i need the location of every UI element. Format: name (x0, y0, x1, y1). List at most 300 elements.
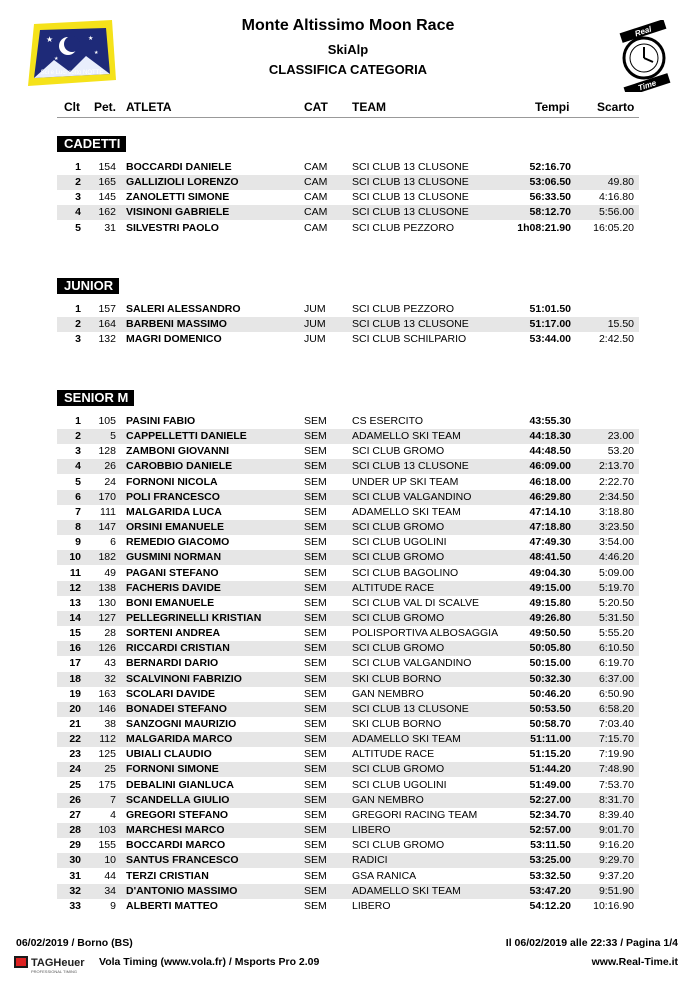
bib-cell: 154 (98, 161, 116, 173)
category-cell: SEM (304, 536, 327, 549)
bib-cell: 145 (98, 191, 116, 204)
team-cell: SCI CLUB PEZZORO (352, 303, 455, 315)
svg-text:★: ★ (94, 50, 99, 56)
athlete-cell: BONADEI STEFANO (126, 702, 227, 715)
team-cell: GSA RANICA (352, 869, 417, 882)
category-cell: SEM (304, 672, 327, 685)
team-cell: SCI CLUB UGOLINI (352, 536, 447, 549)
category-cell: SEM (304, 793, 327, 806)
col-header-cat: CAT (304, 100, 328, 114)
team-cell: SCI CLUB GROMO (352, 551, 445, 564)
time-cell: 46:18.00 (529, 475, 571, 488)
rank-cell: 24 (69, 763, 81, 776)
table-row (57, 205, 639, 220)
gap-cell: 7:15.70 (598, 733, 634, 746)
athlete-cell: MALGARIDA LUCA (126, 505, 222, 518)
rank-cell: 10 (69, 551, 81, 564)
time-cell: 51:01.50 (529, 303, 571, 315)
svg-text:Time: Time (636, 78, 658, 92)
athlete-cell: DEBALINI GIANLUCA (126, 778, 234, 791)
gap-cell: 15.50 (607, 318, 634, 331)
time-cell: 47:49.30 (529, 536, 571, 549)
time-cell: 53:06.50 (529, 176, 571, 189)
team-cell: SCI CLUB VAL DI SCALVE (352, 596, 480, 609)
athlete-cell: BERNARDI DARIO (126, 657, 219, 670)
bib-cell: 38 (104, 718, 116, 730)
bib-cell: 146 (98, 702, 116, 715)
gap-cell: 3:54.00 (598, 536, 634, 549)
time-cell: 51:49.00 (529, 778, 571, 791)
athlete-cell: BOCCARDI DANIELE (126, 161, 232, 173)
table-row (57, 762, 639, 777)
category-cell: JUM (304, 303, 326, 315)
category-cell: SEM (304, 551, 327, 564)
time-cell: 53:47.20 (529, 884, 571, 897)
rank-cell: 17 (69, 657, 81, 670)
table-row (57, 793, 639, 808)
time-cell: 53:11.50 (530, 839, 571, 852)
rank-cell: 11 (69, 566, 81, 579)
category-cell: SEM (304, 430, 327, 443)
category-cell: SEM (304, 415, 327, 427)
bib-cell: 31 (104, 221, 116, 234)
bib-cell: 132 (98, 333, 116, 346)
bib-cell: 103 (98, 824, 116, 837)
bib-cell: 44 (104, 869, 116, 882)
bib-cell: 32 (104, 672, 116, 685)
athlete-cell: SCALVINONI FABRIZIO (126, 672, 242, 685)
category-cell: CAM (304, 191, 328, 204)
category-cell: SEM (304, 884, 327, 897)
gap-cell: 3:18.80 (598, 505, 634, 518)
team-cell: GAN NEMBRO (352, 793, 424, 806)
gap-cell: 6:10.50 (598, 642, 634, 655)
bib-cell: 9 (110, 899, 116, 912)
rank-cell: 29 (69, 839, 81, 852)
rank-cell: 3 (75, 191, 81, 204)
bib-cell: 138 (98, 581, 116, 594)
table-row (57, 317, 639, 332)
time-cell: 58:12.70 (529, 206, 571, 219)
table-row (57, 702, 639, 717)
bib-cell: 24 (104, 475, 116, 488)
category-cell: SEM (304, 475, 327, 488)
gap-cell: 6:58.20 (598, 702, 634, 715)
time-cell: 50:05.80 (529, 642, 571, 655)
bib-cell: 127 (98, 611, 116, 624)
rank-cell: 25 (69, 778, 81, 791)
rank-cell: 31 (69, 869, 81, 882)
bib-cell: 5 (110, 430, 116, 443)
col-header-atleta: ATLETA (126, 100, 172, 114)
footer-date-location: 06/02/2019 / Borno (BS) (16, 937, 133, 949)
table-row (57, 687, 639, 702)
team-cell: ADAMELLO SKI TEAM (352, 430, 461, 443)
table-row (57, 221, 639, 236)
athlete-cell: BONI EMANUELE (126, 596, 215, 609)
time-cell: 44:18.30 (529, 430, 571, 443)
table-row (57, 717, 639, 732)
rank-cell: 14 (69, 611, 81, 624)
time-cell: 50:46.20 (529, 687, 571, 700)
table-row (57, 747, 639, 762)
team-cell: ADAMELLO SKI TEAM (352, 733, 461, 746)
col-header-pet: Pet. (94, 100, 117, 114)
header-divider (57, 117, 639, 118)
team-cell: ALTITUDE RACE (352, 581, 435, 594)
athlete-cell: PAGANI STEFANO (126, 566, 219, 579)
table-row (57, 672, 639, 687)
table-row (57, 190, 639, 205)
time-cell: 49:50.50 (529, 627, 571, 640)
category-cell: SEM (304, 657, 327, 670)
gap-cell: 4:46.20 (598, 551, 634, 564)
category-cell: SEM (304, 839, 327, 852)
category-cell: SEM (304, 566, 327, 579)
gap-cell: 5:20.50 (598, 596, 634, 609)
time-cell: 52:16.70 (529, 161, 571, 173)
gap-cell: 9:01.70 (598, 824, 634, 837)
rank-cell: 1 (75, 415, 81, 427)
team-cell: RADICI (352, 854, 388, 867)
gap-cell: 6:50.90 (598, 687, 634, 700)
col-header-scarto: Scarto (597, 100, 635, 114)
category-cell: SEM (304, 854, 327, 867)
table-row (57, 490, 639, 505)
table-row (57, 596, 639, 611)
time-cell: 44:48.50 (529, 445, 571, 458)
category-cell: SEM (304, 778, 327, 791)
team-cell: SCI CLUB VALGANDINO (352, 657, 472, 670)
table-row (57, 838, 639, 853)
table-row (57, 823, 639, 838)
category-cell: CAM (304, 221, 328, 234)
athlete-cell: GUSMINI NORMAN (126, 551, 222, 564)
category-cell: SEM (304, 521, 327, 534)
table-row (57, 302, 639, 317)
team-cell: SCI CLUB 13 CLUSONE (352, 161, 469, 173)
team-cell: GAN NEMBRO (352, 687, 424, 700)
table-row (57, 808, 639, 823)
footer-website-link[interactable]: www.Real-Time.it (591, 956, 678, 968)
gap-cell: 5:56.00 (598, 206, 634, 219)
table-row (57, 475, 639, 490)
athlete-cell: ZAMBONI GIOVANNI (126, 445, 230, 458)
team-cell: SCI CLUB 13 CLUSONE (352, 191, 469, 204)
svg-text:★: ★ (88, 36, 94, 42)
time-cell: 51:17.00 (529, 318, 571, 331)
category-cell: SEM (304, 733, 327, 746)
category-cell: SEM (304, 445, 327, 458)
team-cell: UNDER UP SKI TEAM (352, 475, 459, 488)
rank-cell: 15 (69, 627, 81, 640)
table-row (57, 160, 639, 175)
gap-cell: 7:19.90 (598, 748, 634, 761)
gap-cell: 3:23.50 (598, 521, 634, 534)
time-cell: 52:34.70 (529, 808, 571, 821)
category-cell: SEM (304, 763, 327, 776)
bib-cell: 163 (98, 687, 116, 700)
table-row (57, 884, 639, 899)
time-cell: 49:15.80 (529, 596, 571, 609)
team-cell: SCI CLUB SCHILPARIO (352, 333, 467, 346)
category-label: JUNIOR (57, 278, 119, 294)
bib-cell: 130 (98, 596, 116, 609)
rank-cell: 2 (75, 176, 81, 189)
table-row (57, 429, 639, 444)
table-row (57, 535, 639, 550)
time-cell: 54:12.20 (529, 899, 571, 912)
athlete-cell: D'ANTONIO MASSIMO (126, 884, 238, 897)
gap-cell: 8:31.70 (598, 793, 634, 806)
category-cell: SEM (304, 490, 327, 503)
team-cell: SCI CLUB 13 CLUSONE (352, 206, 469, 219)
athlete-cell: PASINI FABIO (126, 415, 196, 427)
bib-cell: 34 (104, 884, 116, 897)
team-cell: ADAMELLO SKI TEAM (352, 884, 461, 897)
gap-cell: 6:19.70 (598, 657, 634, 670)
rank-cell: 4 (75, 206, 81, 219)
athlete-cell: TERZI CRISTIAN (126, 869, 209, 882)
time-cell: 49:26.80 (529, 611, 571, 624)
bib-cell: 25 (104, 763, 116, 776)
time-cell: 49:04.30 (529, 566, 571, 579)
rank-cell: 16 (69, 642, 81, 655)
rank-cell: 4 (75, 460, 81, 473)
gap-cell: 2:22.70 (598, 475, 634, 488)
svg-text:★: ★ (46, 35, 54, 44)
table-row (57, 332, 639, 347)
table-row (57, 626, 639, 641)
gap-cell: 9:16.20 (598, 839, 634, 852)
gap-cell: 7:03.40 (598, 718, 634, 730)
rank-cell: 26 (69, 793, 81, 806)
rank-cell: 1 (75, 303, 81, 315)
athlete-cell: GALLIZIOLI LORENZO (126, 176, 239, 189)
time-cell: 48:41.50 (529, 551, 571, 564)
time-cell: 52:57.00 (529, 824, 571, 837)
athlete-cell: POLI FRANCESCO (126, 490, 220, 503)
gap-cell: 5:19.70 (598, 581, 634, 594)
team-cell: LIBERO (352, 899, 391, 912)
gap-cell: 2:13.70 (598, 460, 634, 473)
svg-text:PROFESSIONAL TIMING: PROFESSIONAL TIMING (31, 969, 78, 974)
svg-text:TAGHeuer: TAGHeuer (31, 957, 85, 969)
table-row (57, 566, 639, 581)
classification-title: CLASSIFICA CATEGORIA (268, 62, 428, 77)
athlete-cell: SANZOGNI MAURIZIO (126, 718, 237, 730)
bib-cell: 4 (110, 808, 116, 821)
category-cell: SEM (304, 596, 327, 609)
athlete-cell: SCANDELLA GIULIO (126, 793, 230, 806)
time-cell: 53:32.50 (529, 869, 571, 882)
table-row (57, 869, 639, 884)
category-cell: SEM (304, 581, 327, 594)
col-header-team: TEAM (352, 100, 386, 114)
time-cell: 50:15.00 (529, 657, 571, 670)
bib-cell: 26 (104, 460, 116, 473)
rank-cell: 2 (75, 318, 81, 331)
rank-cell: 12 (69, 581, 81, 594)
category-cell: SEM (304, 718, 327, 730)
team-cell: CS ESERCITO (352, 415, 423, 427)
team-cell: SCI CLUB 13 CLUSONE (352, 702, 469, 715)
athlete-cell: FACHERIS DAVIDE (126, 581, 221, 594)
bib-cell: 10 (104, 854, 116, 867)
team-cell: SCI CLUB GROMO (352, 445, 445, 458)
category-label: SENIOR M (57, 390, 134, 406)
rank-cell: 21 (69, 718, 81, 730)
team-cell: SCI CLUB BAGOLINO (352, 566, 459, 579)
gap-cell: 9:37.20 (598, 869, 634, 882)
rank-cell: 13 (69, 596, 81, 609)
team-cell: ALTITUDE RACE (352, 748, 435, 761)
category-cell: SEM (304, 611, 327, 624)
table-row (57, 505, 639, 520)
footer-timing-software: Vola Timing (www.vola.fr) / Msports Pro 2.09 (99, 956, 320, 968)
table-row (57, 550, 639, 565)
gap-cell: 2:34.50 (598, 490, 634, 503)
athlete-cell: PELLEGRINELLI KRISTIAN (126, 611, 262, 624)
team-cell: SCI CLUB GROMO (352, 763, 445, 776)
athlete-cell: SORTENI ANDREA (126, 627, 221, 640)
athlete-cell: REMEDIO GIACOMO (126, 536, 230, 549)
table-row (57, 899, 639, 914)
gap-cell: 7:53.70 (598, 778, 634, 791)
table-row (57, 520, 639, 535)
athlete-cell: SCOLARI DAVIDE (126, 687, 216, 700)
bib-cell: 111 (100, 505, 116, 518)
athlete-cell: ALBERTI MATTEO (126, 899, 218, 912)
athlete-cell: SALERI ALESSANDRO (126, 303, 241, 315)
category-cell: CAM (304, 176, 328, 189)
gap-cell: 7:48.90 (598, 763, 634, 776)
gap-cell: 23.00 (607, 430, 634, 443)
bib-cell: 112 (99, 733, 116, 746)
bib-cell: 6 (110, 536, 116, 549)
category-cell: SEM (304, 808, 327, 821)
rank-cell: 22 (69, 733, 81, 746)
table-row (57, 581, 639, 596)
athlete-cell: RICCARDI CRISTIAN (126, 642, 230, 655)
gap-cell: 5:55.20 (598, 627, 634, 640)
time-cell: 46:29.80 (529, 490, 571, 503)
athlete-cell: SILVESTRI PAOLO (126, 221, 219, 234)
event-discipline: SkiAlp (327, 42, 369, 57)
time-cell: 50:32.30 (529, 672, 571, 685)
bib-cell: 128 (98, 445, 116, 458)
team-cell: SCI CLUB GROMO (352, 839, 445, 852)
time-cell: 43:55.30 (529, 415, 571, 427)
athlete-cell: MALGARIDA MARCO (126, 733, 233, 746)
rank-cell: 30 (69, 854, 81, 867)
category-cell: SEM (304, 824, 327, 837)
bib-cell: 125 (98, 748, 116, 761)
category-cell: CAM (304, 161, 328, 173)
rank-cell: 2 (75, 430, 81, 443)
gap-cell: 5:09.00 (598, 566, 634, 579)
rank-cell: 27 (69, 808, 81, 821)
time-cell: 53:25.00 (529, 854, 571, 867)
gap-cell: 8:39.40 (598, 808, 634, 821)
bib-cell: 164 (98, 318, 116, 331)
time-cell: 47:18.80 (529, 521, 571, 534)
team-cell: SCI CLUB GROMO (352, 611, 445, 624)
athlete-cell: GREGORI STEFANO (126, 808, 229, 821)
table-row (57, 414, 639, 429)
gap-cell: 6:37.00 (598, 672, 634, 685)
team-cell: SKI CLUB BORNO (352, 718, 442, 730)
team-cell: SCI CLUB UGOLINI (352, 778, 447, 791)
team-cell: SCI CLUB 13 CLUSONE (352, 460, 469, 473)
gap-cell: 16:05.20 (593, 221, 634, 234)
table-row (57, 641, 639, 656)
table-row (57, 778, 639, 793)
time-cell: 47:14.10 (529, 505, 571, 518)
rank-cell: 5 (75, 221, 81, 234)
bib-cell: 162 (98, 206, 116, 219)
table-row (57, 611, 639, 626)
category-cell: SEM (304, 702, 327, 715)
gap-cell: 4:16.80 (598, 191, 634, 204)
bib-cell: 182 (98, 551, 116, 564)
bib-cell: 105 (98, 415, 116, 427)
time-cell: 50:58.70 (529, 718, 571, 730)
team-cell: POLISPORTIVA ALBOSAGGIA (352, 627, 499, 640)
rank-cell: 32 (69, 884, 81, 897)
athlete-cell: UBIALI CLAUDIO (126, 748, 212, 761)
table-row (57, 656, 639, 671)
rank-cell: 19 (69, 687, 81, 700)
category-label: CADETTI (57, 136, 126, 152)
category-cell: SEM (304, 748, 327, 761)
time-cell: 51:11.00 (530, 733, 571, 746)
category-cell: SEM (304, 869, 327, 882)
bib-cell: 49 (104, 566, 116, 579)
time-cell: 53:44.00 (529, 333, 571, 346)
bib-cell: 7 (110, 793, 116, 806)
rank-cell: 3 (75, 445, 81, 458)
athlete-cell: CAPPELLETTI DANIELE (126, 430, 247, 443)
team-cell: SKI CLUB BORNO (352, 672, 442, 685)
time-cell: 46:09.00 (529, 460, 571, 473)
team-cell: SCI CLUB 13 CLUSONE (352, 176, 469, 189)
category-cell: SEM (304, 627, 327, 640)
rank-cell: 1 (75, 161, 81, 173)
table-row (57, 459, 639, 474)
bib-cell: 147 (98, 521, 116, 534)
rank-cell: 5 (75, 475, 81, 488)
team-cell: SCI CLUB 13 CLUSONE (352, 318, 469, 331)
category-cell: SEM (304, 642, 327, 655)
category-cell: JUM (304, 318, 326, 331)
table-row (57, 853, 639, 868)
athlete-cell: BOCCARDI MARCO (126, 839, 226, 852)
athlete-cell: FORNONI NICOLA (126, 475, 218, 488)
rank-cell: 33 (69, 899, 81, 912)
bib-cell: 126 (98, 642, 116, 655)
time-cell: 51:15.20 (529, 748, 571, 761)
bib-cell: 43 (104, 657, 116, 670)
category-cell: SEM (304, 899, 327, 912)
gap-cell: 53.20 (607, 445, 634, 458)
category-cell: JUM (304, 333, 326, 346)
table-row (57, 175, 639, 190)
athlete-cell: ORSINI EMANUELE (126, 521, 225, 534)
gap-cell: 2:42.50 (598, 333, 634, 346)
rank-cell: 23 (69, 748, 81, 761)
rank-cell: 3 (75, 333, 81, 346)
